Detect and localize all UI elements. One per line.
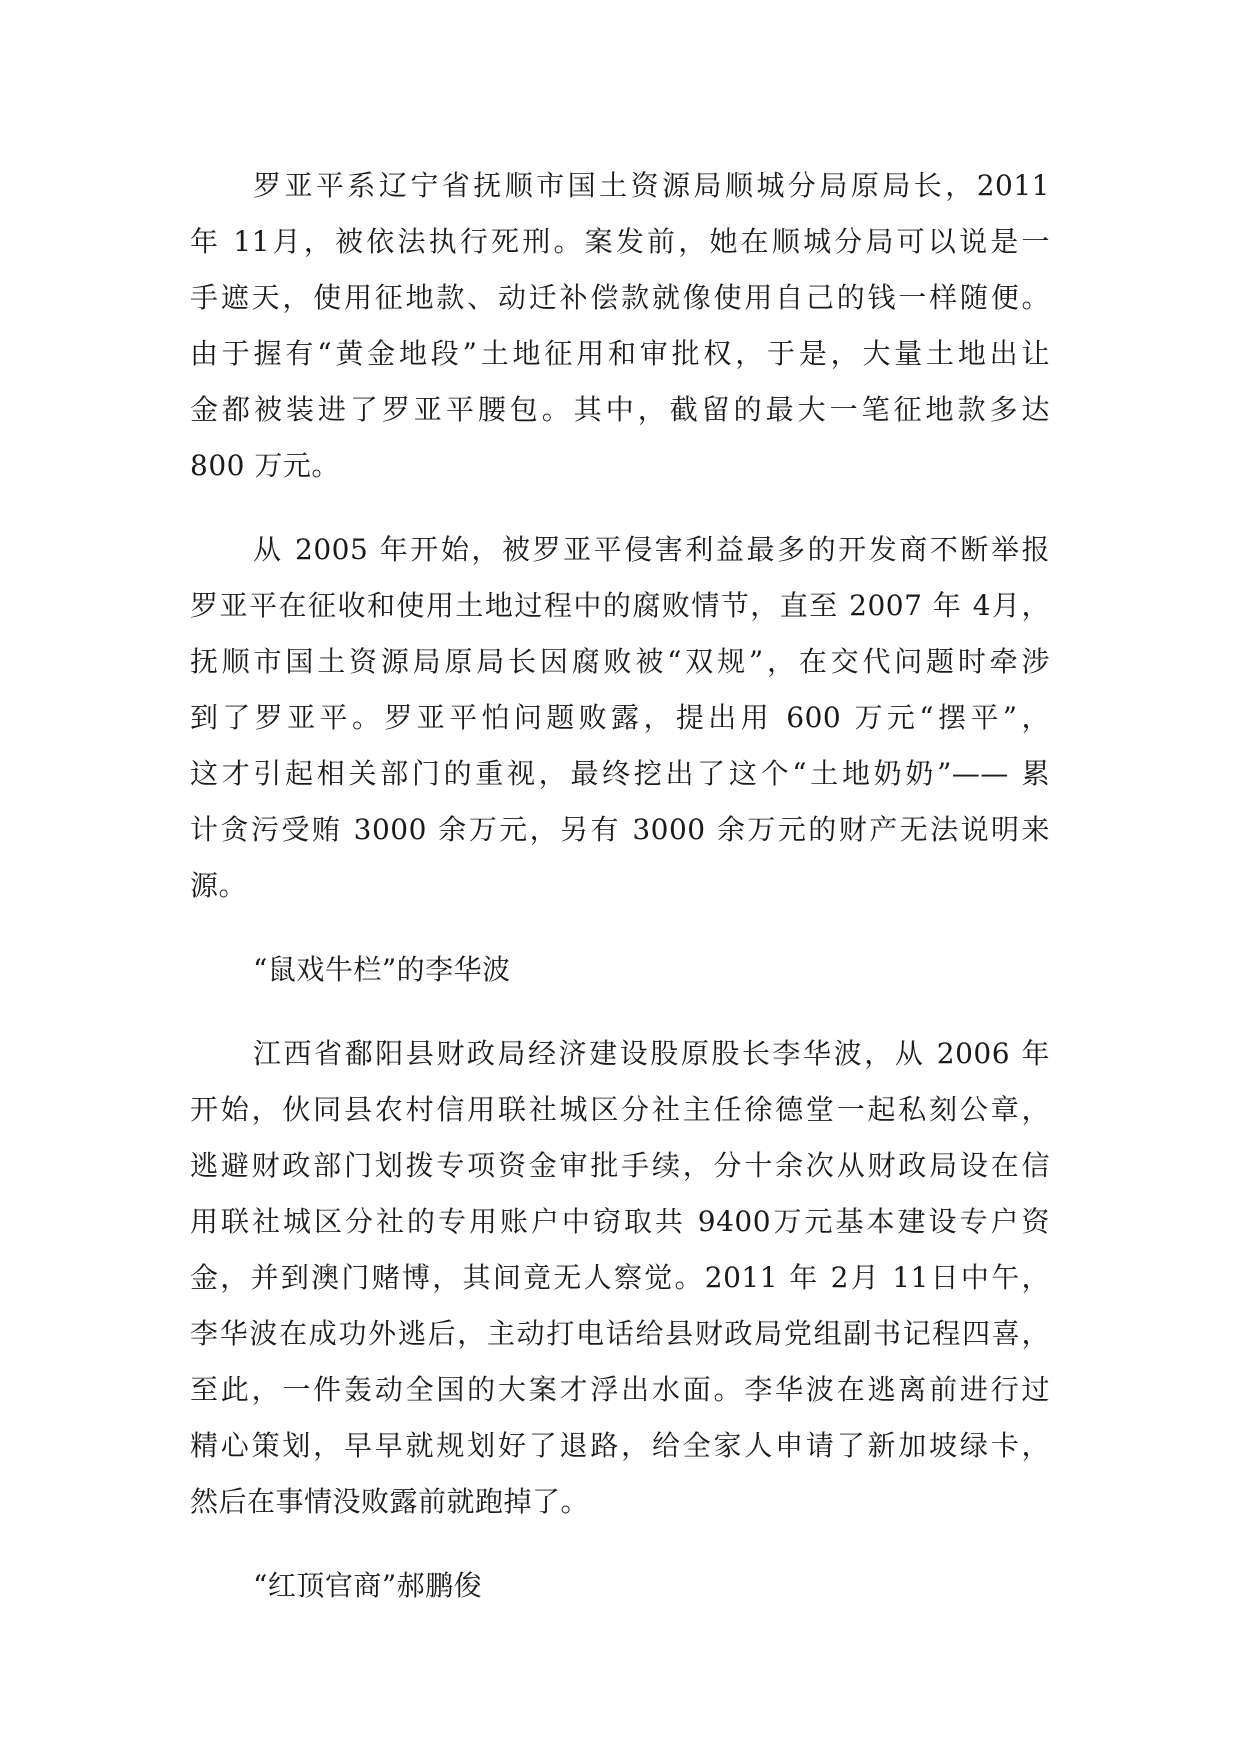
paragraph-line: 至此，一件轰动全国的大案才浮出水面。李华波在逃离前进行过 bbox=[190, 1373, 1050, 1406]
paragraph-line: 800 万元。 bbox=[190, 449, 340, 482]
section-heading-hao-pengjun: “红顶官商”郝鹏俊 bbox=[253, 1569, 483, 1602]
paragraph-line: 江西省鄱阳县财政局经济建设股原股长李华波，从 2006 年 bbox=[253, 1037, 1050, 1070]
paragraph-line: 精心策划，早早就规划好了退路，给全家人申请了新加坡绿卡， bbox=[190, 1429, 1050, 1462]
paragraph-line: 金，并到澳门赌博，其间竟无人察觉。2011 年 2月 11日中午， bbox=[190, 1261, 1050, 1294]
paragraph-line: 手遮天，使用征地款、动迁补偿款就像使用自己的钱一样随便。 bbox=[190, 281, 1050, 314]
document-body bbox=[190, 158, 1050, 1614]
paragraph-line: 计贪污受贿 3000 余万元，另有 3000 余万元的财产无法说明来 bbox=[190, 813, 1050, 846]
paragraph-line: 从 2005 年开始，被罗亚平侵害利益最多的开发商不断举报 bbox=[253, 533, 1050, 566]
paragraph-line: 李华波在成功外逃后，主动打电话给县财政局党组副书记程四喜， bbox=[190, 1317, 1050, 1350]
paragraph-line: 到了罗亚平。罗亚平怕问题败露，提出用 600 万元“摆平”， bbox=[190, 701, 1050, 734]
paragraph-line: 抚顺市国土资源局原局长因腐败被“双规”，在交代问题时牵涉 bbox=[190, 645, 1050, 678]
section-heading-li-huabo: “鼠戏牛栏”的李华波 bbox=[253, 953, 511, 986]
paragraph-line: 用联社城区分社的专用账户中窃取共 9400万元基本建设专户资 bbox=[190, 1205, 1050, 1238]
paragraph-line: 由于握有“黄金地段”土地征用和审批权，于是，大量土地出让 bbox=[190, 337, 1050, 370]
paragraph-luo-yaping-exposure bbox=[190, 522, 1050, 914]
paragraph-line: 这才引起相关部门的重视，最终挖出了这个“土地奶奶”—— 累 bbox=[190, 757, 1050, 790]
paragraph-spacer bbox=[190, 494, 1050, 522]
paragraph-spacer bbox=[190, 998, 1050, 1026]
paragraph-line: 逃避财政部门划拨专项资金审批手续，分十余次从财政局设在信 bbox=[190, 1149, 1050, 1182]
paragraph-line: 开始，伙同县农村信用联社城区分社主任徐德堂一起私刻公章， bbox=[190, 1093, 1050, 1126]
paragraph-line: 罗亚平在征收和使用土地过程中的腐败情节，直至 2007 年 4月， bbox=[190, 589, 1050, 622]
paragraph-line: 源。 bbox=[190, 869, 248, 902]
paragraph-line: 罗亚平系辽宁省抚顺市国土资源局顺城分局原局长，2011 bbox=[253, 169, 1050, 202]
paragraph-line: 金都被装进了罗亚平腰包。其中，截留的最大一笔征地款多达 bbox=[190, 393, 1050, 426]
paragraph-spacer bbox=[190, 1530, 1050, 1558]
paragraph-spacer bbox=[190, 914, 1050, 942]
paragraph-line: 然后在事情没败露前就跑掉了。 bbox=[190, 1485, 590, 1518]
paragraph-li-huabo-case bbox=[190, 1026, 1050, 1530]
paragraph-line: 年 11月，被依法执行死刑。案发前，她在顺城分局可以说是一 bbox=[190, 225, 1050, 258]
paragraph-luo-yaping-case bbox=[190, 158, 1050, 494]
